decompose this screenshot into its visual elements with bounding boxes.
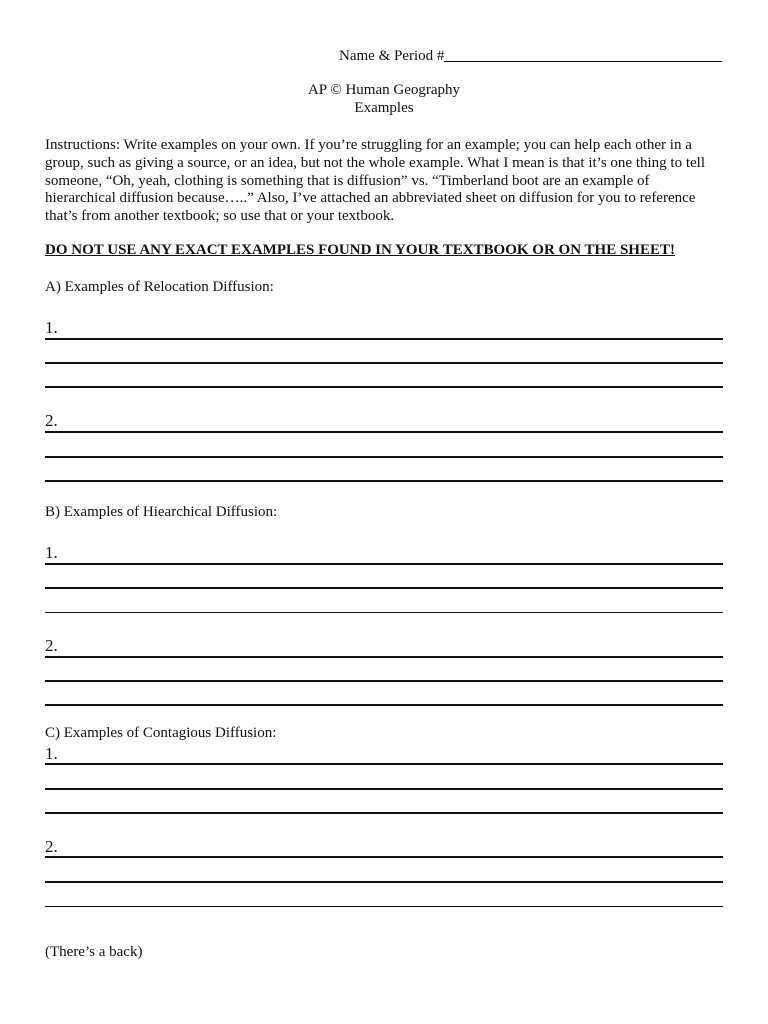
section-c-item-2-number: 2. bbox=[45, 837, 58, 856]
section-a-item-1-answer-line-3[interactable] bbox=[45, 386, 723, 388]
section-b-item-1-number: 1. bbox=[45, 543, 58, 562]
section-b-item-1-answer-line-2[interactable] bbox=[45, 587, 723, 589]
name-period-blank[interactable] bbox=[444, 47, 722, 62]
section-a-item-1-answer-line-1[interactable] bbox=[45, 338, 723, 340]
section-c-item-2-answer-line-3[interactable] bbox=[45, 906, 723, 907]
page-subtitle: Examples bbox=[354, 100, 414, 116]
section-b-item-2-number: 2. bbox=[45, 636, 58, 655]
section-c-item-2-answer-line-2[interactable] bbox=[45, 881, 723, 883]
section-a-item-2-number: 2. bbox=[45, 411, 58, 430]
section-a-item-2-answer-line-3[interactable] bbox=[45, 480, 723, 482]
name-period-label: Name & Period # bbox=[339, 48, 445, 64]
section-c-item-1-answer-line-3[interactable] bbox=[45, 812, 723, 814]
section-c-heading: C) Examples of Contagious Diffusion: bbox=[45, 725, 277, 741]
page-title: AP © Human Geography bbox=[307, 82, 461, 98]
worksheet-page bbox=[45, 0, 723, 1024]
section-c-item-2-answer-line-1[interactable] bbox=[45, 856, 723, 858]
footer-note: (There’s a back) bbox=[45, 944, 143, 960]
section-b-heading: B) Examples of Hiearchical Diffusion: bbox=[45, 504, 278, 520]
name-period-field bbox=[339, 47, 722, 65]
section-a-item-2-answer-line-2[interactable] bbox=[45, 456, 723, 458]
section-b-item-2-answer-line-2[interactable] bbox=[45, 680, 723, 682]
instructions-paragraph: Instructions: Write examples on your own. If you’re struggling for an example; you can help each other in a group, such as giving a source, or an idea, but not the whole example. What I mean is that it’s one thing to tell someone, “Oh, yeah, clothing is something that is diffusion” vs. “Timberland boot are an example of hierarchical diffusion because…..” Also, I’ve attached an abbreviated sheet on diffusion for you to reference that’s from another textbook; so use that or your textbook. bbox=[45, 137, 705, 225]
section-b-item-1-answer-line-3[interactable] bbox=[45, 612, 723, 613]
section-c-item-1-number: 1. bbox=[45, 744, 58, 763]
section-c-item-1-answer-line-1[interactable] bbox=[45, 763, 723, 765]
section-a-item-1-answer-line-2[interactable] bbox=[45, 362, 723, 364]
section-b-item-2-answer-line-1[interactable] bbox=[45, 656, 723, 658]
section-a-item-1-number: 1. bbox=[45, 318, 58, 337]
section-a-heading: A) Examples of Relocation Diffusion: bbox=[45, 279, 274, 295]
section-b-item-1-answer-line-1[interactable] bbox=[45, 563, 723, 565]
section-a-item-2-answer-line-1[interactable] bbox=[45, 431, 723, 433]
section-b-item-2-answer-line-3[interactable] bbox=[45, 704, 723, 706]
warning-notice: DO NOT USE ANY EXACT EXAMPLES FOUND IN YOUR TEXTBOOK OR ON THE SHEET! bbox=[45, 242, 675, 258]
section-c-item-1-answer-line-2[interactable] bbox=[45, 788, 723, 790]
